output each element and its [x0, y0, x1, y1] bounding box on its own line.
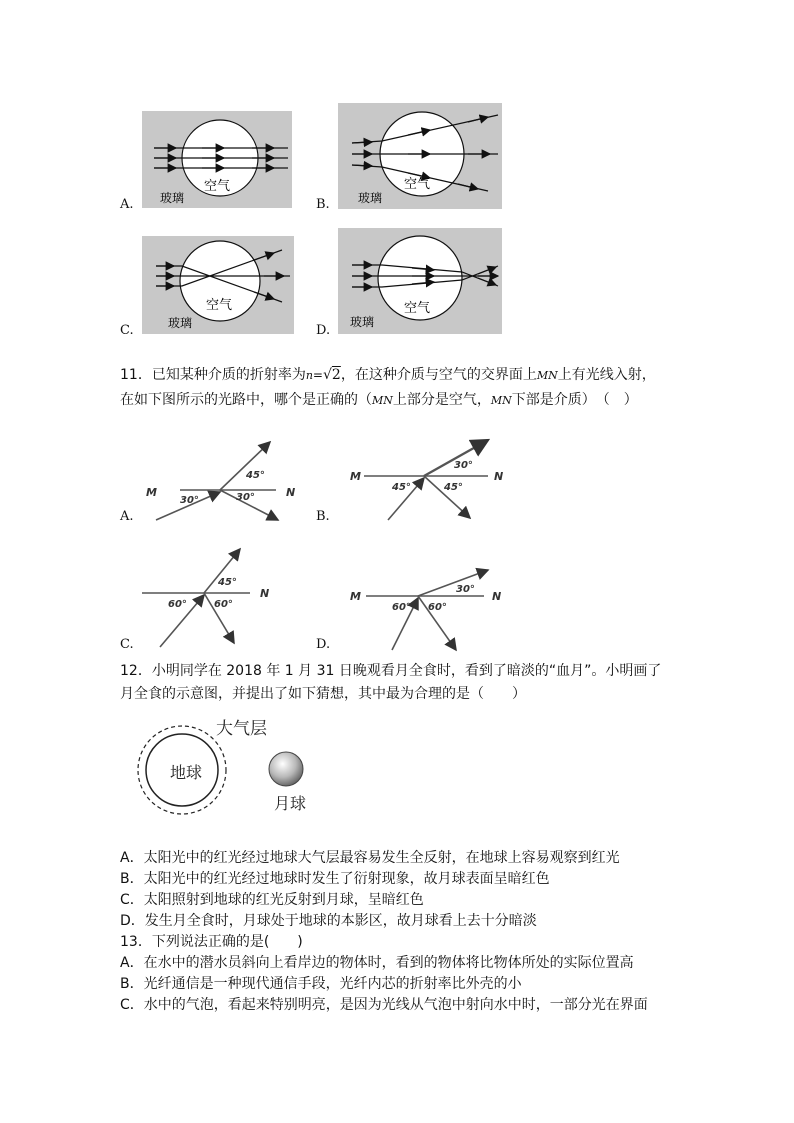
- q12-stem-line2: 月全食的示意图，并提出了如下猜想，其中最为合理的是（ ）: [120, 686, 526, 702]
- q10-option-c-label: C.: [120, 323, 134, 338]
- q11c-angle-2: 60°: [168, 599, 187, 610]
- q11d-angle-1: 30°: [456, 584, 475, 595]
- q13-choice-b: B．光纤通信是一种现代通信手段，光纤内芯的折射率比外壳的小: [120, 976, 522, 992]
- q11c-n-label: N: [260, 587, 270, 600]
- q11d-n-label: N: [492, 590, 502, 603]
- q11a-m-label: M: [146, 486, 157, 499]
- q10-option-a-diagram: [142, 111, 292, 208]
- q10d-glass-label: 玻璃: [350, 315, 375, 329]
- q10c-glass-label: 玻璃: [168, 316, 193, 330]
- q13-choice-c: C．水中的气泡，看起来特别明亮，是因为光线从气泡中射向水中时，一部分光在界面: [120, 997, 648, 1013]
- q11-option-a-diagram: [140, 440, 310, 525]
- q11d-m-label: M: [350, 590, 361, 603]
- q10a-air-label: 空气: [204, 179, 231, 194]
- q11-text-d: 在如下图所示的光路中，哪个是正确的（: [120, 392, 372, 408]
- q11a-angle-1: 45°: [246, 470, 265, 481]
- q10c-air-label: 空气: [206, 298, 233, 313]
- q11b-angle-3: 45°: [444, 482, 463, 493]
- q11-text-f: 下部是介质） （ ）: [511, 392, 638, 408]
- q11b-angle-1: 30°: [454, 460, 473, 471]
- q11d-angle-3: 60°: [428, 602, 447, 613]
- q10a-glass-label: 玻璃: [160, 191, 185, 205]
- q10-option-d-label: D.: [316, 323, 331, 338]
- q11a-angle-3: 30°: [236, 492, 255, 503]
- q12-choice-a: A．太阳光中的红光经过地球大气层最容易发生全反射，在地球上容易观察到红光: [120, 850, 620, 866]
- q11-option-a-label: A.: [120, 509, 134, 524]
- q11a-angle-2: 30°: [180, 495, 199, 506]
- q13-stem: 13．下列说法正确的是( ): [120, 934, 303, 950]
- q11-text-c: 上有光线入射，: [557, 367, 656, 383]
- q12-choice-c: C．太阳照射到地球的红光反射到月球，呈暗红色: [120, 892, 424, 908]
- q13-choice-a: A．在水中的潜水员斜向上看岸边的物体时，看到的物体将比物体所处的实际位置高: [120, 955, 634, 971]
- q11b-n-label: N: [494, 470, 504, 483]
- q10d-air-label: 空气: [404, 301, 431, 316]
- q10-option-a-label: A.: [120, 197, 134, 212]
- q11c-angle-1: 45°: [218, 577, 237, 588]
- q11c-angle-3: 60°: [214, 599, 233, 610]
- q10-option-b-label: B.: [316, 197, 330, 212]
- q11-option-c-label: C.: [120, 637, 134, 652]
- q11-mn-1: MN: [536, 369, 558, 382]
- q10-option-d-diagram: [338, 228, 502, 334]
- q12-stem-line1: 12．小明同学在 2018 年 1 月 31 日晚观看月全食时，看到了暗淡的“血月”。小明画了: [120, 663, 662, 679]
- atmosphere-label: 大气层: [216, 719, 267, 739]
- q11-text-e: 上部分是空气，: [392, 392, 491, 408]
- earth-label: 地球: [170, 763, 203, 782]
- moon-label: 月球: [274, 794, 307, 813]
- q11-option-b-diagram: [338, 436, 512, 524]
- q11-n-symbol: n: [305, 369, 313, 382]
- q11-mn-2: MN: [372, 394, 393, 407]
- q11-option-d-diagram: [338, 566, 512, 652]
- q11-option-d-label: D.: [316, 637, 331, 652]
- q11-stem-line2: [120, 389, 638, 409]
- q11b-m-label: M: [350, 470, 361, 483]
- q10-option-b-diagram: [338, 103, 502, 209]
- q11-text-b: ，在这种介质与空气的交界面上: [340, 367, 537, 383]
- q11-sqrt: √2: [322, 367, 341, 383]
- q10b-air-label: 空气: [404, 177, 431, 192]
- q11-mn-3: MN: [490, 394, 512, 407]
- q11-equals: =: [312, 368, 323, 382]
- q12-eclipse-diagram: [130, 714, 310, 820]
- q11-sqrt-value: 2: [331, 367, 341, 383]
- q11-option-c-diagram: [140, 545, 304, 650]
- q12-choice-b: B．太阳光中的红光经过地球时发生了衍射现象，故月球表面呈暗红色: [120, 871, 550, 887]
- q10b-glass-label: 玻璃: [358, 191, 383, 205]
- q11-stem-line1: [120, 364, 656, 384]
- q11d-angle-2: 60°: [392, 602, 411, 613]
- q11-text-a: 11．已知某种介质的折射率为: [120, 367, 306, 383]
- q11a-n-label: N: [286, 486, 296, 499]
- q11-option-b-label: B.: [316, 509, 330, 524]
- q12-choice-d: D．发生月全食时，月球处于地球的本影区，故月球看上去十分暗淡: [120, 913, 537, 929]
- q10-option-c-diagram: [142, 236, 294, 334]
- q11b-angle-2: 45°: [392, 482, 411, 493]
- moon-circle: [269, 752, 303, 786]
